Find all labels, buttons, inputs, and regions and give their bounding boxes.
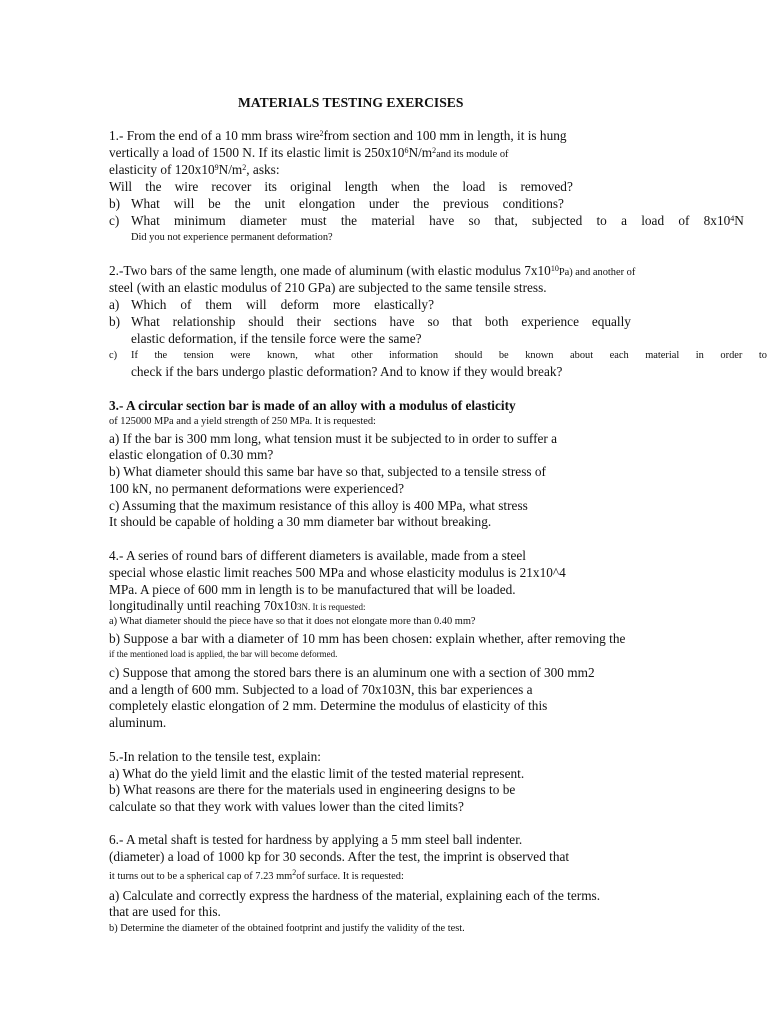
- word: the: [412, 196, 430, 211]
- word: other: [351, 350, 373, 361]
- word: the: [145, 179, 162, 194]
- word: the: [234, 196, 251, 211]
- ex5-line-1: 5.-In relation to the tensile test, explain:: [109, 749, 321, 764]
- ex2-item-b: [131, 314, 631, 329]
- ex1-line-2-sup2: 2: [432, 146, 437, 155]
- ex2-item-c-cont: check if the bars undergo plastic deformation? And to know if they would break?: [131, 364, 563, 379]
- word: order: [720, 350, 743, 361]
- ex6-line-2: (diameter) a load of 1000 kp for 30 seconds. After the test, the imprint is observed that: [109, 849, 570, 864]
- ex4-line-6: b) Suppose a bar with a diameter of 10 mm has been chosen: explain whether, after removing the: [109, 631, 626, 646]
- word: when: [391, 179, 420, 194]
- word: should: [248, 314, 284, 329]
- ex1-line-2c: and its module of: [436, 149, 509, 160]
- ex5-line-3: b) What reasons are there for the materials used in engineering designs to be: [109, 782, 516, 797]
- ex5-line-2: a) What do the yield limit and the elastic limit of the tested material represent.: [109, 766, 525, 781]
- ex4-line-5: a) What diameter should the piece have so that it does not elongate more than 0.40 mm?: [109, 616, 476, 627]
- ex6-line-3-sup: 2: [292, 868, 297, 877]
- word: What: [131, 196, 160, 211]
- word: elongation: [298, 196, 356, 211]
- word: material: [645, 350, 680, 361]
- ex1-line-3-sup2: 2: [242, 163, 247, 172]
- word: conditions?: [502, 196, 564, 211]
- word: sections: [333, 314, 377, 329]
- word: their: [296, 314, 321, 329]
- ex4-line-11: aluminum.: [109, 715, 167, 730]
- word-with-exponent: [704, 213, 744, 228]
- ex4-line-4a: longitudinally until reaching 70x10: [109, 598, 297, 613]
- ex3-line-3: a) If the bar is 300 mm long, what tension must it be subjected to in order to suffer a: [109, 431, 558, 446]
- word: removed?: [520, 179, 573, 194]
- ex3-line-6: 100 kN, no permanent deformations were experienced?: [109, 481, 404, 496]
- ex1-line-1-sup: 2: [319, 129, 324, 138]
- ex2-line-1b: Pa) and another of: [558, 267, 636, 278]
- ex1-item-c: [131, 213, 744, 228]
- ex6-line-3a: it turns out to be a spherical cap of 7.23 mm: [109, 871, 293, 882]
- ex3-line-1: 3.- A circular section bar is made of an alloy with a modulus of elasticity: [109, 398, 516, 413]
- ex1-line-3b: N/m: [218, 162, 243, 177]
- word: have: [389, 314, 415, 329]
- ex5-line-4: calculate so that they work with values lower than the cited limits?: [109, 799, 464, 814]
- page-title: MATERIALS TESTING EXERCISES: [238, 95, 464, 110]
- word: the: [154, 350, 168, 361]
- word: wire: [174, 179, 199, 194]
- word: 8x10: [703, 213, 731, 228]
- word: what: [314, 350, 335, 361]
- ex1-line-1-text: 1.- From the end of a 10 mm brass wire: [109, 128, 320, 143]
- word: a: [621, 213, 627, 228]
- ex2-item-c-label: c): [109, 350, 118, 361]
- ex3-line-4: elastic elongation of 0.30 mm?: [109, 447, 274, 462]
- ex4-line-2: special whose elastic limit reaches 500 MPa and whose elasticity modulus is 21x10^4: [109, 565, 566, 580]
- ex6-line-6: b) Determine the diameter of the obtained footprint and justify the validity of the test.: [109, 923, 465, 934]
- ex1-item-b-label: b): [109, 196, 121, 211]
- ex6-line-1: 6.- A metal shaft is tested for hardness by applying a 5 mm steel ball indenter.: [109, 832, 523, 847]
- ex1-line-3c: , asks:: [246, 162, 280, 177]
- word: must: [300, 213, 327, 228]
- ex1-item-c-sup: 4: [730, 214, 735, 223]
- word: about: [570, 350, 594, 361]
- ex4-line-7: if the mentioned load is applied, the bar will become deformed.: [109, 649, 338, 659]
- word: If: [131, 350, 138, 361]
- word: subjected: [532, 213, 583, 228]
- word: have: [429, 213, 455, 228]
- ex1-item-b: [131, 196, 564, 211]
- ex1-line-3-sup1: 9: [214, 163, 219, 172]
- word: What: [131, 314, 160, 329]
- word: will: [173, 196, 195, 211]
- word: them: [205, 297, 232, 312]
- ex4-line-4b: 3N. It is requested:: [296, 602, 366, 612]
- word: that,: [494, 213, 518, 228]
- word: N: [734, 213, 744, 228]
- ex4-line-10: completely elastic elongation of 2 mm. Determine the modulus of elasticity of this: [109, 698, 548, 713]
- word: load: [462, 179, 486, 194]
- ex1-line-1: [109, 128, 567, 143]
- ex4-line-9: and a length of 600 mm. Subjected to a load of 70x103N, this bar experiences a: [109, 682, 533, 697]
- word: length: [344, 179, 378, 194]
- ex2-item-b-label: b): [109, 314, 121, 329]
- ex1-line-4: [109, 179, 573, 194]
- ex2-line-2: steel (with an elastic modulus of 210 GPa) are subjected to the same tensile stress.: [109, 280, 547, 295]
- word: diameter: [239, 213, 287, 228]
- ex2-item-b-cont: elastic deformation, if the tensile force were the same?: [131, 331, 422, 346]
- word: original: [290, 179, 332, 194]
- word: so: [468, 213, 481, 228]
- ex4-line-8: c) Suppose that among the stored bars there is an aluminum one with a section of 300 mm2: [109, 665, 595, 680]
- word: deform: [280, 297, 319, 312]
- word: tension: [183, 350, 214, 361]
- word: material: [371, 213, 415, 228]
- word: is: [498, 179, 508, 194]
- word: information: [389, 350, 439, 361]
- word: previous: [443, 196, 489, 211]
- word: recover: [211, 179, 252, 194]
- word: Which: [131, 297, 167, 312]
- word: should: [454, 350, 483, 361]
- word: the: [432, 179, 450, 194]
- ex1-line-2a: vertically a load of 1500 N. If its elastic limit is 250x10: [109, 145, 405, 160]
- ex1-line-3a: elasticity of 120x10: [109, 162, 215, 177]
- ex6-line-3: [109, 867, 404, 884]
- word: be: [208, 196, 221, 211]
- word: so: [427, 314, 440, 329]
- word: each: [609, 350, 629, 361]
- word: experience: [521, 314, 579, 329]
- word: of: [180, 297, 192, 312]
- word: be: [498, 350, 509, 361]
- ex1-line-2b: N/m: [408, 145, 433, 160]
- word: were: [230, 350, 251, 361]
- ex2-line-1a: 2.-Two bars of the same length, one made of aluminum (with elastic modulus 7x10: [109, 263, 551, 278]
- word: more: [332, 297, 361, 312]
- word: both: [484, 314, 509, 329]
- ex1-line-1-end: from section and 100 mm in length, it is hung: [323, 128, 567, 143]
- ex6-line-3b: of surface. It is requested:: [296, 871, 404, 882]
- ex4-line-1: 4.- A series of round bars of different diameters is available, made from a steel: [109, 548, 526, 563]
- ex1-item-c-label: c): [109, 213, 120, 228]
- word: in: [695, 350, 704, 361]
- ex4-line-3: MPa. A piece of 600 mm in length is to be manufactured that will be loaded.: [109, 582, 516, 597]
- word: the: [340, 213, 358, 228]
- word: unit: [264, 196, 286, 211]
- ex4-line-4: [109, 598, 365, 615]
- word: known,: [266, 350, 298, 361]
- word: equally: [591, 314, 631, 329]
- ex2-item-a-label: a): [109, 297, 120, 312]
- ex2-line-1-sup: 10: [550, 264, 559, 273]
- ex3-line-2: of 125000 MPa and a yield strength of 250 MPa. It is requested:: [109, 416, 376, 427]
- ex2-item-a: [131, 297, 434, 312]
- ex2-line-1: [109, 263, 635, 280]
- word: known: [525, 350, 554, 361]
- word: will: [245, 297, 267, 312]
- word: load: [641, 213, 665, 228]
- word: to: [596, 213, 607, 228]
- ex1-line-2-sup1: 6: [404, 146, 409, 155]
- word: its: [264, 179, 277, 194]
- word: relationship: [172, 314, 236, 329]
- word: that: [452, 314, 473, 329]
- word: of: [678, 213, 690, 228]
- ex6-line-5: that are used for this.: [109, 904, 221, 919]
- ex1-line-3: [109, 162, 280, 177]
- ex3-line-7: c) Assuming that the maximum resistance of this alloy is 400 MPa, what stress: [109, 498, 528, 513]
- word: under: [368, 196, 400, 211]
- word: minimum: [174, 213, 226, 228]
- ex3-line-8: It should be capable of holding a 30 mm diameter bar without breaking.: [109, 514, 492, 529]
- ex1-item-c-cont: Did you not experience permanent deformation?: [131, 232, 333, 243]
- ex2-item-c: [131, 348, 767, 363]
- ex6-line-4: a) Calculate and correctly express the hardness of the material, explaining each of the terms.: [109, 888, 601, 903]
- word: Will: [109, 179, 133, 194]
- word: What: [131, 213, 160, 228]
- ex1-line-2: [109, 145, 509, 162]
- word: to: [758, 350, 767, 361]
- ex3-line-5: b) What diameter should this same bar have so that, subjected to a tensile stress of: [109, 464, 546, 479]
- word: elastically?: [374, 297, 434, 312]
